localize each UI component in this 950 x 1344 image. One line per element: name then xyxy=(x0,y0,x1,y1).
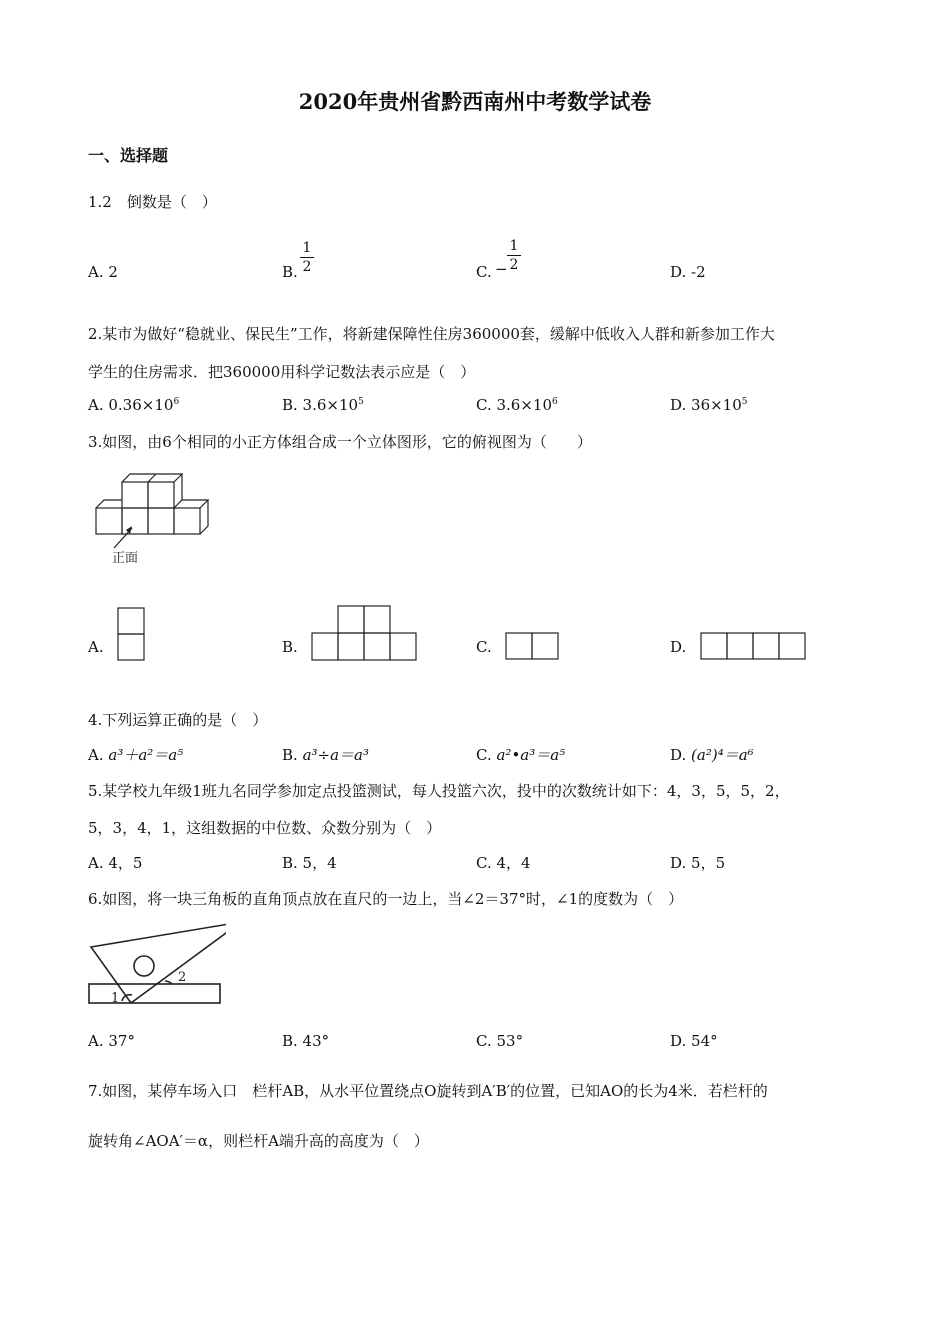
q4-option-d xyxy=(670,744,754,765)
q6-option-a: A. 37° xyxy=(88,1032,135,1050)
q4-option-a-label: A. xyxy=(88,746,109,764)
q3-option-d: D. xyxy=(670,638,687,656)
fraction-bar xyxy=(300,257,314,258)
q1-option-c-fraction xyxy=(507,238,521,273)
q1-option-b-fraction xyxy=(300,240,314,275)
q4-option-d-expr: (a²)⁴＝a⁶ xyxy=(691,746,754,764)
q2-option-d-exp: 5 xyxy=(741,397,748,407)
q4-option-c xyxy=(476,744,565,765)
question-2-line-2: 学生的住房需求．把360000用科学记数法表示应是（ ） xyxy=(88,363,476,381)
q2-option-d xyxy=(670,396,748,414)
q4-option-b-expr: a³÷a＝a³ xyxy=(302,746,369,764)
q6-option-c: C. 53° xyxy=(476,1032,524,1050)
q2-option-a-exp: 6 xyxy=(173,397,180,407)
q2-option-b xyxy=(282,396,364,414)
angle-2-label: 2 xyxy=(178,970,187,985)
q3-solid-figure xyxy=(92,470,217,570)
q1-option-b: B. xyxy=(282,263,298,281)
question-4-stem: 4.下列运算正确的是（ ） xyxy=(88,711,268,729)
question-5-line-1: 5.某学校九年级1班九名同学参加定点投篮测试，每人投篮六次，投中的次数统计如下：4，3，5，5，2， xyxy=(88,782,790,800)
q2-option-b-exp: 5 xyxy=(358,397,364,407)
q2-option-b-text: B. 3.6×10 xyxy=(282,396,359,414)
q2-option-a-text: A. 0.36×10 xyxy=(88,396,174,414)
fraction-denominator: 2 xyxy=(509,257,519,273)
q3-option-c: C. xyxy=(476,638,492,656)
q4-option-b-label: B. xyxy=(282,746,303,764)
q2-option-c-text: C. 3.6×10 xyxy=(476,396,552,414)
q3-option-c-figure xyxy=(505,632,561,662)
q3-option-b-figure xyxy=(311,605,419,662)
q2-option-c xyxy=(476,396,558,414)
q3-option-b: B. xyxy=(282,638,298,656)
q1-option-d: D. -2 xyxy=(670,263,706,281)
q1-option-c-sign: − xyxy=(495,260,508,278)
q6-option-d: D. 54° xyxy=(670,1032,718,1050)
q6-triangle-ruler-figure xyxy=(86,915,226,1010)
fraction-numerator: 1 xyxy=(302,240,312,256)
question-6-stem: 6.如图，将一块三角板的直角顶点放在直尺的一边上，当∠2＝37°时，∠1的度数为（ ） xyxy=(88,890,684,908)
q3-option-a: A. xyxy=(88,638,104,656)
question-2-line-1: 2.某市为做好“稳就业、保民生”工作，将新建保障性住房360000套，缓解中低收入人群和新参加工作大 xyxy=(88,325,775,343)
q3-option-d-figure xyxy=(700,632,808,662)
q5-option-d: D. 5，5 xyxy=(670,854,726,872)
section-heading: 一、选择题 xyxy=(88,146,169,165)
q5-option-c: C. 4，4 xyxy=(476,854,531,872)
q1-option-c: C. xyxy=(476,263,492,281)
q3-option-a-figure xyxy=(117,607,147,663)
question-7-line-2: 旋转角∠AOA′＝α，则栏杆A端升高的高度为（ ） xyxy=(88,1132,429,1150)
q4-option-d-label: D. xyxy=(670,746,692,764)
q6-option-b: B. 43° xyxy=(282,1032,330,1050)
question-5-line-2: 5，3，4，1，这组数据的中位数、众数分别为（ ） xyxy=(88,819,442,837)
fraction-denominator: 2 xyxy=(302,259,312,275)
q1-option-a: A. 2 xyxy=(88,263,118,281)
q4-option-c-label: C. xyxy=(476,746,497,764)
angle-1-label: 1 xyxy=(111,991,120,1006)
front-label: 正面 xyxy=(112,551,139,566)
q4-option-a xyxy=(88,744,183,765)
question-7-line-1: 7.如图，某停车场入口 栏杆AB，从水平位置绕点O旋转到A′B′的位置，已知AO的长为4米．若栏杆的 xyxy=(88,1082,768,1100)
page-title: 2020年贵州省黔西南州中考数学试卷 xyxy=(298,89,652,114)
question-3-stem: 3.如图，由6个相同的小正方体组合成一个立体图形，它的俯视图为（ ） xyxy=(88,433,592,451)
fraction-bar xyxy=(507,255,521,256)
q5-option-b: B. 5，4 xyxy=(282,854,337,872)
question-1-stem: 1.2 倒数是（ ） xyxy=(88,193,217,211)
fraction-numerator: 1 xyxy=(509,238,519,254)
q2-option-d-text: D. 36×10 xyxy=(670,396,742,414)
triangle-hole xyxy=(134,956,154,976)
q4-option-c-expr: a²•a³＝a⁵ xyxy=(496,746,566,764)
q4-option-a-expr: a³＋a²＝a⁵ xyxy=(108,746,184,764)
q2-option-c-exp: 6 xyxy=(552,397,558,407)
q2-option-a xyxy=(88,396,179,414)
q5-option-a: A. 4，5 xyxy=(88,854,143,872)
q4-option-b xyxy=(282,744,369,765)
ruler xyxy=(89,984,220,1003)
